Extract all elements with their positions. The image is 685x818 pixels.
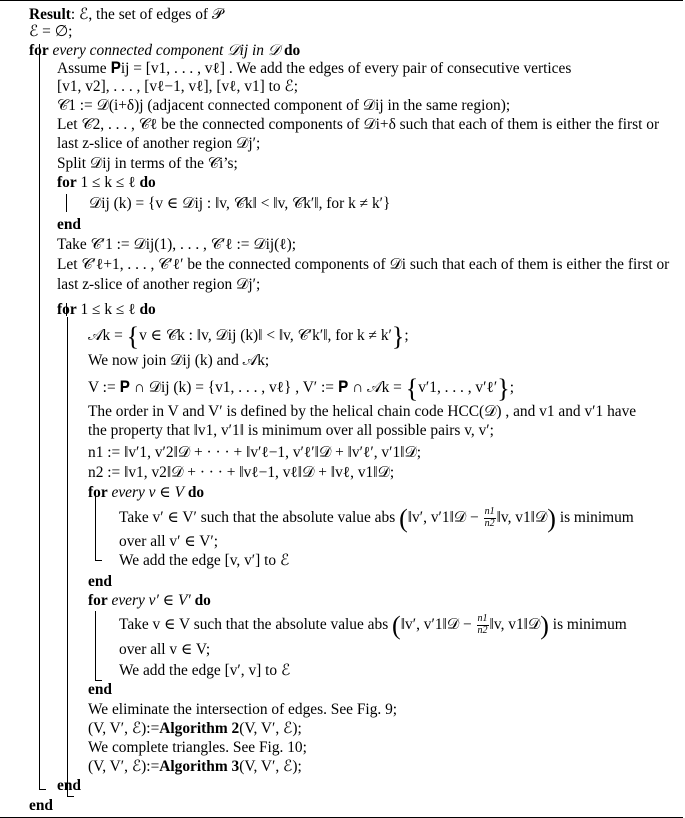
let-c-line-1: Let 𝒞2, . . . , 𝒞ℓ be the connected components of 𝒟i+δ such that each of them is either the first or <box>57 116 660 133</box>
n2-definition: n2 := ‖v1, v2‖𝒟 + · · · + ‖vℓ−1, vℓ‖𝒟 + ‖vℓ, v1‖𝒟; <box>88 464 395 481</box>
eliminate-line: We eliminate the intersection of edges. See Fig. 9; <box>88 701 398 718</box>
end-for-k <box>57 217 81 232</box>
over-all-v-line: over all v ∈ V; <box>119 641 211 658</box>
for-k-join-bar <box>67 317 68 797</box>
ak-close-brace: } <box>391 322 405 351</box>
alg3-assign: (V, V′, ℰ):= <box>88 758 160 775</box>
algorithm-2-call <box>88 721 302 736</box>
dij-k-definition: 𝒟ij (k) = {v ∈ 𝒟ij : ‖v, 𝒞k‖ < ‖v, 𝒞k′‖, for k ≠ k′} <box>89 195 391 212</box>
order-line-1: The order in V and V′ is defined by the helical chain code HCC(𝒟) , and v1 and v′1 have <box>88 403 637 420</box>
alg2-name: Algorithm 2 <box>159 720 240 737</box>
split-line: Split 𝒟ij in terms of the 𝒞i’s; <box>57 155 238 172</box>
for-v-bar-end <box>95 560 102 561</box>
fraction-numerator: n1 <box>477 613 488 625</box>
ak-lhs: 𝒜k = <box>88 327 123 344</box>
for-vprime-line <box>88 593 211 608</box>
do-keyword: do <box>187 484 205 501</box>
v-definition <box>88 376 514 402</box>
take-vprime-text: Take v′ ∈ V′ such that the absolute value abs <box>119 509 396 526</box>
for-component-line <box>29 43 300 58</box>
fraction-numerator: n1 <box>484 506 495 518</box>
c1-definition: 𝒞1 := 𝒟(i+δ)j (adjacent connected component of 𝒟ij in the same region); <box>57 97 511 114</box>
alg2-assign: (V, V′, ℰ):= <box>88 720 160 737</box>
for-keyword: for <box>88 592 108 609</box>
v-def-set: v′1, . . . , v′ℓ′ <box>418 379 498 396</box>
for-condition: every v′ ∈ V′ <box>111 592 191 609</box>
abs-close-paren: ) <box>547 504 556 533</box>
abs-open-paren: ( <box>392 611 401 640</box>
end-for-k-join <box>57 778 81 793</box>
for-keyword: for <box>57 174 77 191</box>
for-k-line <box>57 175 156 190</box>
complete-triangles-line: We complete triangles. See Fig. 10; <box>88 739 307 756</box>
do-keyword: do <box>283 42 301 59</box>
end-for-component <box>29 798 53 813</box>
let-c-line-2: last z-slice of another region 𝒟j′; <box>57 135 261 152</box>
end-for-v <box>88 574 112 589</box>
abs-close-paren: ) <box>540 611 549 640</box>
end-for-vprime <box>88 682 112 697</box>
for-condition: 1 ≤ k ≤ ℓ <box>80 301 136 318</box>
abs-term-2: ‖v, v1‖𝒟 <box>496 509 548 526</box>
for-condition: every connected component 𝒟ij in 𝒟 <box>52 42 281 59</box>
end-keyword: end <box>57 777 81 794</box>
ak-definition <box>88 324 409 350</box>
do-keyword: do <box>139 301 156 318</box>
end-keyword: end <box>29 797 53 814</box>
do-keyword: do <box>194 592 211 609</box>
for-k-inner-bar <box>66 194 67 212</box>
ak-open-brace: { <box>126 322 140 351</box>
alg3-name: Algorithm 3 <box>159 758 240 775</box>
minimum-text: is minimum <box>559 509 634 526</box>
for-condition: 1 ≤ k ≤ ℓ <box>80 174 136 191</box>
take-vprime-line <box>119 506 634 532</box>
do-keyword: do <box>139 174 156 191</box>
minimum-text: is minimum <box>552 616 627 633</box>
alg2-args: (V, V′, ℰ); <box>239 720 302 737</box>
join-line: We now join 𝒟ij (k) and 𝒜k; <box>88 352 270 369</box>
result-line <box>29 7 223 22</box>
for-k-join-bar-end <box>67 796 74 797</box>
for-every-component-bar-end <box>39 789 46 790</box>
n1-over-n2-fraction <box>477 614 489 636</box>
fraction-denominator: n2 <box>477 624 488 636</box>
over-all-vprime-line: over all v′ ∈ V′; <box>119 533 219 550</box>
v-def-end: ; <box>509 379 514 396</box>
add-edge-line: We add the edge [v, v′] to ℰ <box>119 552 290 569</box>
fraction-denominator: n2 <box>484 517 495 529</box>
v-def-left: V := 𝐏 ∩ 𝒟ij (k) = {v1, . . . , vℓ} , V′ := 𝐏 ∩ 𝒜k = <box>88 379 402 396</box>
n1-over-n2-fraction <box>484 507 496 529</box>
ak-end: ; <box>404 327 409 344</box>
for-keyword: for <box>57 301 77 318</box>
result-keyword: Result <box>29 6 71 23</box>
order-line-2: the property that ‖v1, v′1‖ is minimum over all possible pairs v, v′; <box>88 422 494 439</box>
for-k-join-line <box>57 302 156 317</box>
for-v-bar <box>95 491 96 561</box>
algorithm-3-call <box>88 759 302 774</box>
for-keyword: for <box>88 484 108 501</box>
result-text: : ℰ, the set of edges of 𝒫 <box>70 6 223 23</box>
add-edge-line: We add the edge [v′, v] to ℰ <box>119 662 291 679</box>
end-keyword: end <box>88 573 112 590</box>
v-set-close-brace: } <box>497 374 510 403</box>
end-keyword: end <box>88 681 112 698</box>
end-keyword: end <box>57 216 81 233</box>
init-line: ℰ = ∅; <box>29 23 73 40</box>
take-v-line <box>119 613 627 639</box>
let-cprime-line-2: last z-slice of another region 𝒟j′; <box>57 276 261 293</box>
assume-line-1: Assume 𝐏ij = [v1, . . . , vℓ] . We add the edges of every pair of consecutive vertices <box>57 60 572 77</box>
assume-line-2: [v1, v2], . . . , [vℓ−1, vℓ], [vℓ, v1] to ℰ; <box>57 78 299 95</box>
take-c-line: Take 𝒞′1 := 𝒟ij(1), . . . , 𝒞′ℓ := 𝒟ij(ℓ); <box>57 236 297 253</box>
for-every-component-bar <box>39 44 40 790</box>
for-condition: every v ∈ V <box>111 484 184 501</box>
abs-term-1: ‖v′, v′1‖𝒟 − <box>400 616 472 633</box>
abs-term-1: ‖v′, v′1‖𝒟 − <box>407 509 479 526</box>
for-keyword: for <box>29 42 49 59</box>
v-set-open-brace: { <box>405 374 419 403</box>
let-cprime-line-1: Let 𝒞′ℓ+1, . . . , 𝒞′ℓ′ be the connected components of 𝒟i such that each of them is either the first or <box>57 256 670 273</box>
for-vprime-bar <box>95 611 96 681</box>
abs-term-2: ‖v, v1‖𝒟 <box>489 616 541 633</box>
n1-definition: n1 := ‖v′1, v′2‖𝒟 + · · · + ‖v′ℓ−1, v′ℓ′‖𝒟 + ‖v′ℓ′, v′1‖𝒟; <box>88 444 422 461</box>
abs-open-paren: ( <box>399 504 408 533</box>
take-v-text: Take v ∈ V such that the absolute value abs <box>119 616 389 633</box>
alg3-args: (V, V′, ℰ); <box>239 758 302 775</box>
ak-body: v ∈ 𝒞k : ‖v, 𝒟ij (k)‖ < ‖v, 𝒞′k′‖, for k ≠ k′ <box>139 327 392 344</box>
for-v-line <box>88 485 204 500</box>
